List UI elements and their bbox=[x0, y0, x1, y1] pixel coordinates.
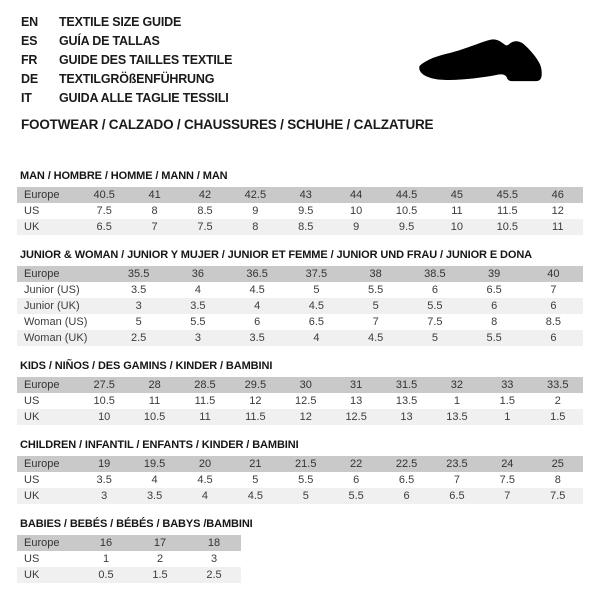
size-cell: 3.5 bbox=[130, 284, 147, 296]
size-cell: 33.5 bbox=[547, 379, 569, 391]
table-row bbox=[17, 282, 583, 298]
size-cell: 6.5 bbox=[486, 284, 502, 296]
size-cell: 46 bbox=[551, 189, 564, 201]
size-cell: 37.5 bbox=[305, 268, 328, 280]
size-cell: 1 bbox=[102, 553, 110, 565]
size-cell: 10.5 bbox=[143, 411, 166, 423]
table-row bbox=[17, 219, 583, 235]
language-label: TEXTILGRÖßENFÜHRUNG bbox=[59, 72, 215, 86]
table-row bbox=[17, 393, 583, 409]
size-cell: 4.5 bbox=[247, 490, 264, 502]
size-cell: 8 bbox=[491, 316, 498, 328]
size-cell: 42 bbox=[198, 189, 212, 201]
size-cell: 5 bbox=[252, 474, 259, 486]
size-table bbox=[17, 187, 583, 235]
size-cell: 27.5 bbox=[93, 379, 115, 391]
size-cell: 25 bbox=[551, 458, 564, 470]
size-cell: 41 bbox=[148, 189, 161, 201]
size-cell: 28.5 bbox=[194, 379, 216, 391]
shoe-icon bbox=[392, 20, 578, 100]
table-row bbox=[17, 330, 583, 346]
size-cell: 7 bbox=[453, 474, 460, 486]
size-cell: 6.5 bbox=[96, 221, 112, 233]
size-cell: 38.5 bbox=[424, 268, 446, 280]
size-cell: 6 bbox=[254, 316, 261, 328]
size-cell: 21.5 bbox=[295, 458, 317, 470]
size-cell: 0.5 bbox=[98, 569, 114, 581]
size-cell: 5.5 bbox=[427, 300, 443, 312]
section-title: CHILDREN / INFANTIL / ENFANTS / KINDER / BAMBINI bbox=[20, 439, 299, 451]
row-label: Woman (US) bbox=[24, 316, 88, 328]
size-cell: 5 bbox=[431, 332, 438, 344]
size-cell: 12 bbox=[299, 411, 312, 423]
size-cell: 7.5 bbox=[96, 205, 112, 217]
row-label: Europe bbox=[24, 379, 60, 391]
language-code: DE bbox=[21, 72, 38, 86]
size-cell: 10 bbox=[450, 221, 464, 233]
size-cell: 1.5 bbox=[499, 395, 515, 407]
size-section-4 bbox=[17, 518, 600, 583]
row-label: UK bbox=[24, 411, 40, 423]
size-table bbox=[17, 456, 583, 504]
size-cell: 11 bbox=[451, 205, 463, 217]
size-cell: 35.5 bbox=[127, 268, 150, 280]
size-cell: 3 bbox=[210, 553, 218, 565]
size-cell: 3 bbox=[194, 332, 201, 344]
size-cell: 9.5 bbox=[398, 221, 415, 233]
size-cell: 13.5 bbox=[395, 395, 418, 407]
size-cell: 36.5 bbox=[246, 268, 268, 280]
row-label: UK bbox=[24, 221, 40, 233]
size-cell: 10.5 bbox=[93, 395, 115, 407]
size-cell: 11.5 bbox=[194, 395, 216, 407]
size-cell: 4 bbox=[254, 300, 261, 312]
size-cell: 36 bbox=[191, 268, 204, 280]
size-cell: 7 bbox=[151, 221, 158, 233]
table-row bbox=[17, 535, 241, 551]
size-cell: 8 bbox=[554, 474, 561, 486]
size-cell: 2 bbox=[156, 553, 164, 565]
size-section-1 bbox=[17, 249, 600, 346]
language-code: ES bbox=[21, 34, 38, 48]
table-row bbox=[17, 409, 583, 425]
size-cell: 6 bbox=[550, 300, 557, 312]
size-cell: 6 bbox=[550, 332, 557, 344]
row-label: US bbox=[24, 395, 40, 407]
size-cell: 33 bbox=[501, 379, 514, 391]
size-cell: 10.5 bbox=[496, 221, 519, 233]
size-cell: 7.5 bbox=[499, 474, 515, 486]
size-cell: 9 bbox=[252, 205, 259, 217]
row-label: Junior (UK) bbox=[24, 300, 80, 312]
row-label: US bbox=[24, 474, 40, 486]
size-cell: 20 bbox=[198, 458, 212, 470]
language-code: EN bbox=[21, 15, 38, 29]
size-cell: 10 bbox=[98, 411, 111, 423]
size-cell: 29.5 bbox=[244, 379, 267, 391]
language-label: GUÍA DE TALLAS bbox=[59, 34, 160, 48]
size-cell: 16 bbox=[99, 537, 113, 549]
size-cell: 24 bbox=[501, 458, 514, 470]
size-cell: 5.5 bbox=[486, 332, 502, 344]
size-cell: 6.5 bbox=[308, 316, 325, 328]
size-cell: 6 bbox=[491, 300, 498, 312]
size-cell: 5 bbox=[372, 300, 379, 312]
size-cell: 12.5 bbox=[345, 411, 367, 423]
language-code: IT bbox=[21, 91, 32, 105]
size-cell: 44 bbox=[350, 189, 363, 201]
row-label: UK bbox=[24, 569, 40, 581]
section-title: KIDS / NIÑOS / DES GAMINS / KINDER / BAMBINI bbox=[20, 360, 273, 372]
size-cell: 9.5 bbox=[298, 205, 314, 217]
size-cell: 1 bbox=[453, 395, 460, 407]
size-cell: 5.5 bbox=[190, 316, 206, 328]
size-cell: 5.5 bbox=[298, 474, 314, 486]
size-cell: 2 bbox=[554, 395, 561, 407]
table-row bbox=[17, 488, 583, 504]
section-title: MAN / HOMBRE / HOMME / MANN / MAN bbox=[20, 170, 228, 182]
size-cell: 4.5 bbox=[197, 474, 213, 486]
size-cell: 30 bbox=[299, 379, 312, 391]
size-cell: 11 bbox=[148, 395, 161, 407]
size-cell: 8.5 bbox=[298, 221, 314, 233]
size-cell: 43 bbox=[299, 189, 312, 201]
language-label: GUIDA ALLE TAGLIE TESSILI bbox=[59, 91, 229, 105]
size-cell: 22 bbox=[350, 458, 363, 470]
size-cell: 5.5 bbox=[367, 284, 384, 296]
size-cell: 11 bbox=[552, 221, 564, 233]
row-label: Europe bbox=[24, 458, 60, 470]
size-cell: 23.5 bbox=[446, 458, 468, 470]
size-cell: 12 bbox=[249, 395, 262, 407]
row-label: Europe bbox=[24, 268, 60, 280]
size-section-2 bbox=[17, 360, 600, 425]
size-section-0 bbox=[17, 170, 600, 235]
size-cell: 44.5 bbox=[395, 189, 418, 201]
size-cell: 9 bbox=[353, 221, 360, 233]
size-cell: 45 bbox=[450, 189, 464, 201]
size-cell: 6.5 bbox=[398, 474, 415, 486]
size-sections bbox=[17, 170, 600, 583]
size-cell: 4.5 bbox=[308, 300, 325, 312]
size-cell: 31.5 bbox=[395, 379, 418, 391]
size-cell: 7 bbox=[504, 490, 511, 502]
row-label: Junior (US) bbox=[24, 284, 80, 296]
size-cell: 5 bbox=[313, 284, 320, 296]
size-cell: 18 bbox=[207, 537, 221, 549]
size-cell: 7 bbox=[372, 316, 379, 328]
size-cell: 3.5 bbox=[190, 300, 206, 312]
size-cell: 8 bbox=[252, 221, 259, 233]
table-row bbox=[17, 203, 583, 219]
size-cell: 4 bbox=[201, 490, 209, 502]
row-label: Europe bbox=[24, 189, 60, 201]
size-cell: 3.5 bbox=[146, 490, 163, 502]
table-row bbox=[17, 472, 583, 488]
size-cell: 31 bbox=[350, 379, 363, 391]
table-row bbox=[17, 187, 583, 203]
size-cell: 5 bbox=[135, 316, 142, 328]
size-cell: 4.5 bbox=[367, 332, 384, 344]
size-cell: 3.5 bbox=[96, 474, 112, 486]
size-cell: 6 bbox=[353, 474, 360, 486]
size-cell: 1 bbox=[504, 411, 511, 423]
size-cell: 13.5 bbox=[446, 411, 468, 423]
table-row bbox=[17, 266, 583, 282]
size-cell: 4 bbox=[194, 284, 201, 296]
size-cell: 10.5 bbox=[395, 205, 418, 217]
size-cell: 1.5 bbox=[550, 411, 566, 423]
size-cell: 13 bbox=[350, 395, 363, 407]
size-cell: 42.5 bbox=[244, 189, 267, 201]
size-cell: 8.5 bbox=[197, 205, 213, 217]
size-cell: 40.5 bbox=[93, 189, 115, 201]
size-cell: 4 bbox=[151, 474, 158, 486]
size-cell: 1.5 bbox=[152, 569, 168, 581]
size-cell: 21 bbox=[249, 458, 262, 470]
size-section-3 bbox=[17, 439, 600, 504]
size-cell: 19 bbox=[98, 458, 111, 470]
size-cell: 6.5 bbox=[449, 490, 465, 502]
size-cell: 4.5 bbox=[249, 284, 265, 296]
table-row bbox=[17, 567, 241, 583]
row-label: UK bbox=[24, 490, 40, 502]
table-row bbox=[17, 377, 583, 393]
size-cell: 8.5 bbox=[545, 316, 562, 328]
size-table bbox=[17, 266, 583, 346]
language-label: GUIDE DES TAILLES TEXTILE bbox=[59, 53, 233, 67]
size-cell: 12.5 bbox=[295, 395, 317, 407]
row-label: Europe bbox=[24, 537, 60, 549]
size-cell: 12 bbox=[551, 205, 564, 217]
language-code: FR bbox=[21, 53, 38, 67]
size-cell: 8 bbox=[151, 205, 158, 217]
size-cell: 40 bbox=[547, 268, 560, 280]
size-cell: 7 bbox=[550, 284, 557, 296]
size-cell: 11.5 bbox=[497, 205, 518, 217]
size-cell: 19.5 bbox=[143, 458, 166, 470]
table-row bbox=[17, 456, 583, 472]
size-cell: 32 bbox=[450, 379, 464, 391]
language-label: TEXTILE SIZE GUIDE bbox=[59, 15, 182, 29]
size-cell: 28 bbox=[148, 379, 161, 391]
row-label: US bbox=[24, 205, 40, 217]
size-cell: 5 bbox=[302, 490, 309, 502]
size-cell: 7.5 bbox=[427, 316, 443, 328]
size-table bbox=[17, 377, 583, 425]
size-cell: 22.5 bbox=[395, 458, 418, 470]
size-cell: 6 bbox=[431, 284, 438, 296]
size-cell: 2.5 bbox=[206, 569, 222, 581]
size-cell: 3 bbox=[135, 300, 142, 312]
size-cell: 13 bbox=[400, 411, 413, 423]
size-cell: 39 bbox=[488, 268, 501, 280]
size-cell: 3.5 bbox=[249, 332, 265, 344]
table-row bbox=[17, 298, 583, 314]
category-title: FOOTWEAR / CALZADO / CHAUSSURES / SCHUHE / CALZATURE bbox=[21, 117, 434, 132]
size-cell: 11 bbox=[199, 411, 211, 423]
size-cell: 38 bbox=[369, 268, 382, 280]
section-title: BABIES / BEBÉS / BÉBÉS / BABYS /BAMBINI bbox=[20, 518, 253, 530]
table-row bbox=[17, 314, 583, 330]
section-title: JUNIOR & WOMAN / JUNIOR Y MUJER / JUNIOR ET FEMME / JUNIOR UND FRAU / JUNIOR E DONA bbox=[20, 249, 533, 261]
size-cell: 2.5 bbox=[130, 332, 147, 344]
size-cell: 7.5 bbox=[197, 221, 213, 233]
size-cell: 11.5 bbox=[245, 411, 266, 423]
table-row bbox=[17, 551, 241, 567]
size-table bbox=[17, 535, 241, 583]
size-cell: 17 bbox=[153, 537, 167, 549]
size-cell: 6 bbox=[403, 490, 410, 502]
size-cell: 10 bbox=[350, 205, 363, 217]
row-label: Woman (UK) bbox=[24, 332, 88, 344]
row-label: US bbox=[24, 553, 40, 565]
size-cell: 3 bbox=[101, 490, 108, 502]
size-cell: 7.5 bbox=[550, 490, 566, 502]
size-cell: 5.5 bbox=[348, 490, 364, 502]
size-cell: 45.5 bbox=[496, 189, 519, 201]
size-cell: 4 bbox=[313, 332, 320, 344]
